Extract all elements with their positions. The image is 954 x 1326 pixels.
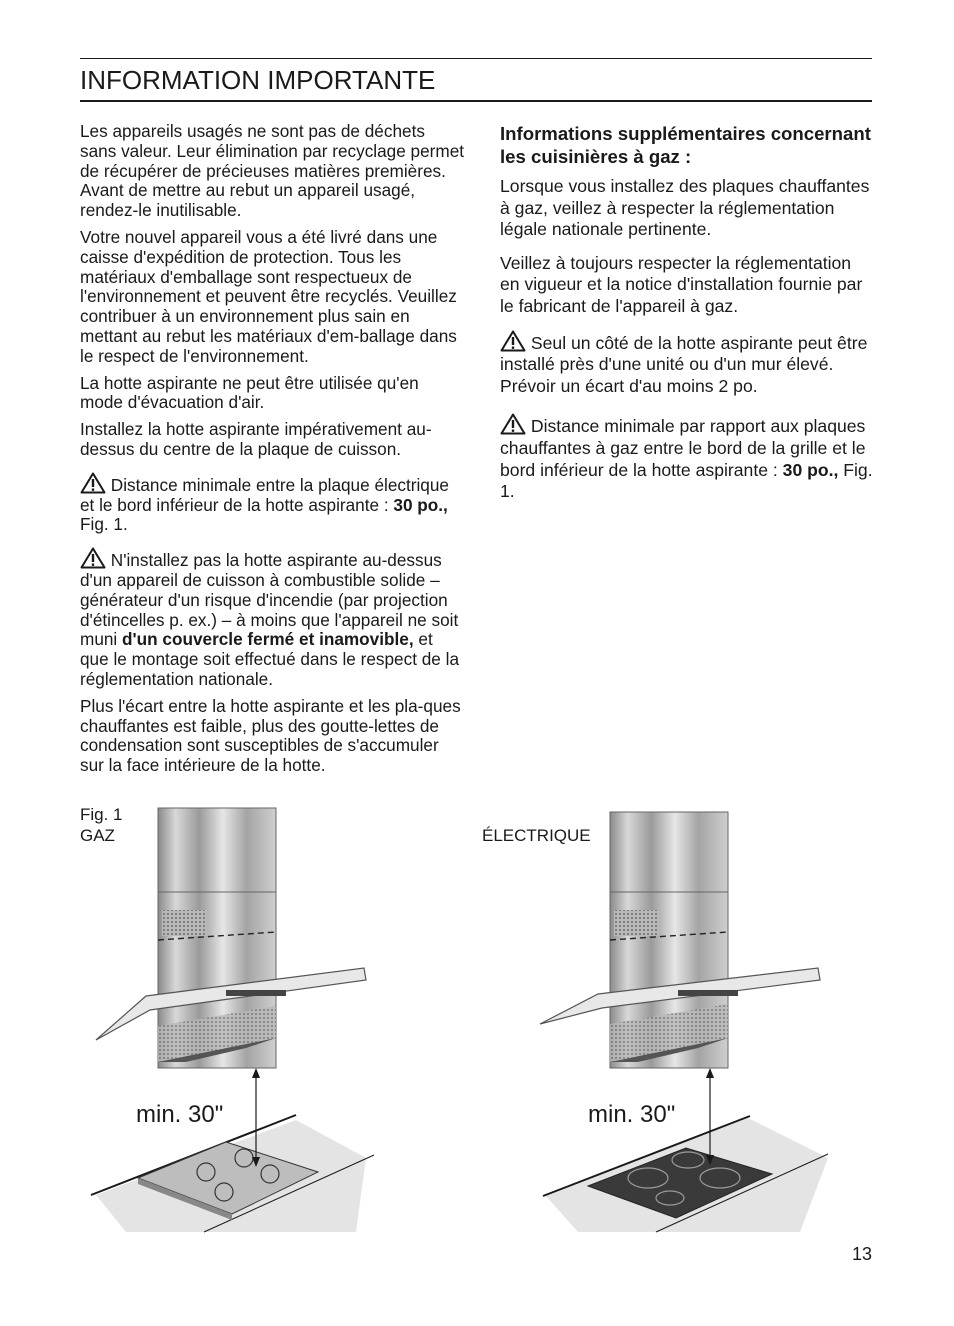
paragraph-condensation: Plus l'écart entre la hotte aspirante et les pla-ques chauffantes est faible, plus des goutte-lettes de condensation sont susceptibles de s'accumuler sur la face intérieure de la hotte. (80, 695, 461, 776)
paragraph-exhaust-mode: La hotte aspirante ne peut être utilisée qu'en mode d'évacuation d'air. (80, 372, 419, 413)
warning-triangle-icon (500, 413, 526, 435)
page-number: 13 (851, 1244, 872, 1264)
paragraph-center-install: Installez la hotte aspirante impérativement au-dessus du centre de la plaque de cuisson. (80, 419, 432, 459)
page-title: INFORMATION IMPORTANTE (80, 65, 436, 95)
paragraph-gas-manufacturer: Veillez à toujours respecter la réglementation en vigueur et la notice d'installation fournie par le fabricant de l'appareil à gaz. (500, 252, 863, 316)
paragraph-packaging: Votre nouvel appareil vous a été livré dans une caisse d'expédition de protection. Tous les matériaux d'emballage sont respectueux de l'environnement et peuvent être recyclés. Veuillez contribuer à un environnement plus sain en mettant au rebut les matériaux d'em-ballage dans le respect de l'environnement. (80, 226, 457, 366)
warning-solid-fuel: N'installez pas la hotte aspirante au-dessus d'un appareil de cuisson à combustible solide – générateur d'un risque d'incendie (par projection d'étincelles p. ex.) – à moins que l'appareil ne soit muni d'un couvercle fermé et inamovible, et que le montage soit effectué dans le respect de la réglementation nationale. (80, 547, 466, 690)
right-column (500, 122, 874, 519)
warning-triangle-icon (500, 330, 526, 352)
section-heading-gas: Informations supplémentaires concernant les cuisinières à gaz : (500, 123, 871, 167)
warning-triangle-icon (80, 547, 106, 569)
gas-label: GAZ (80, 826, 115, 845)
warning-triangle-icon (80, 472, 106, 494)
electric-min-distance-label: min. 30" (588, 1101, 676, 1128)
header-rule-bottom (80, 100, 872, 102)
gas-hood-figure (86, 800, 386, 1236)
header-rule-top (80, 58, 872, 59)
warning-min-distance-electric: Distance minimale entre la plaque électrique et le bord inférieur de la hotte aspirante : 30 po., Fig. 1. (80, 472, 466, 535)
warning-side-wall: Seul un côté de la hotte aspirante peut être installé près d'une unité ou d'un mur élevé. Prévoir un écart d'au moins 2 po. (500, 330, 874, 398)
paragraph-gas-regulation: Lorsque vous installez des plaques chauffantes à gaz, veillez à respecter la réglementation légale nationale pertinente. (500, 176, 870, 240)
left-column (80, 122, 466, 783)
warning-min-distance-gas: Distance minimale par rapport aux plaques chauffantes à gaz entre le bord de la grille et le bord inférieur de la hotte aspirante : 30 po., Fig. 1. (500, 413, 874, 502)
electric-label: ÉLECTRIQUE (482, 826, 591, 845)
gas-min-distance-label: min. 30" (136, 1101, 224, 1128)
paragraph-recycling: Les appareils usagés ne sont pas de déchets sans valeur. Leur élimination par recyclage permet de récupérer de précieuses matières premières. Avant de mettre au rebut un appareil usagé, rendez-le inutilisable. (80, 121, 465, 221)
fig-number: Fig. 1 (80, 805, 123, 824)
electric-hood-figure (538, 808, 838, 1236)
